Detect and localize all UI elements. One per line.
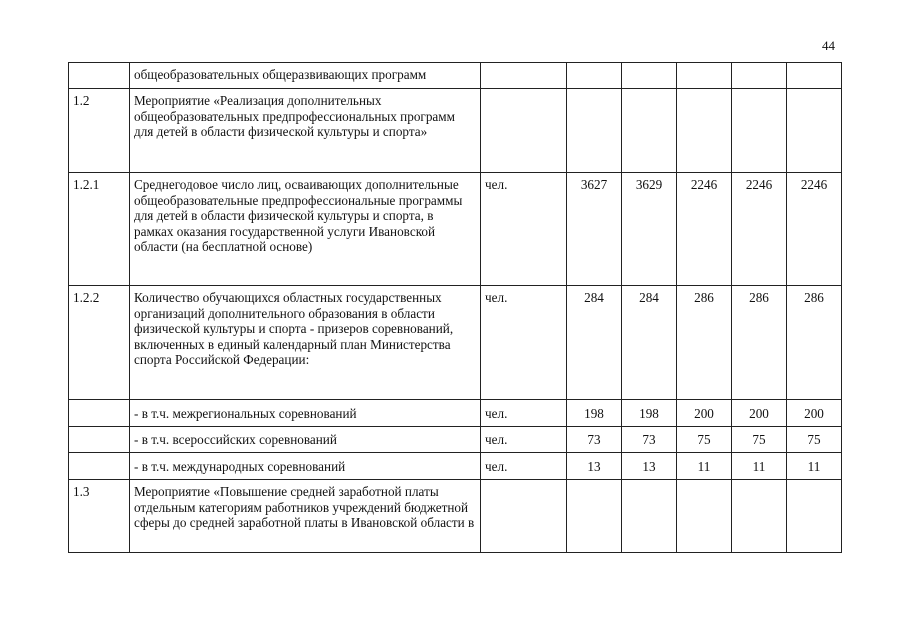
value-5: 2246 xyxy=(787,173,842,286)
row-unit: чел. xyxy=(481,427,567,453)
value-2 xyxy=(622,63,677,89)
value-1: 3627 xyxy=(567,173,622,286)
value-4: 75 xyxy=(732,427,787,453)
row-number xyxy=(69,400,130,427)
value-1 xyxy=(567,480,622,553)
row-unit xyxy=(481,480,567,553)
value-2 xyxy=(622,480,677,553)
value-4: 2246 xyxy=(732,173,787,286)
value-5 xyxy=(787,89,842,173)
row-description: Количество обучающихся областных государственных организаций дополнительного образования в области физической культуры и спорта - призеров соревнований, включенных в единый календарный план Министерства спорта Российской Федерации: xyxy=(130,286,481,400)
value-5: 11 xyxy=(787,453,842,480)
table-row xyxy=(69,427,842,453)
row-description: Мероприятие «Повышение средней заработной платы отдельным категориям работников учреждений бюджетной сферы до средней заработной платы в Ивановской области в xyxy=(130,480,481,553)
value-1: 13 xyxy=(567,453,622,480)
row-number: 1.2.2 xyxy=(69,286,130,400)
value-5: 286 xyxy=(787,286,842,400)
table-row xyxy=(69,173,842,286)
row-number: 1.2 xyxy=(69,89,130,173)
row-unit: чел. xyxy=(481,286,567,400)
value-3 xyxy=(677,63,732,89)
value-1: 198 xyxy=(567,400,622,427)
value-1: 284 xyxy=(567,286,622,400)
value-4 xyxy=(732,63,787,89)
value-3: 2246 xyxy=(677,173,732,286)
value-3 xyxy=(677,89,732,173)
value-4: 286 xyxy=(732,286,787,400)
row-number: 1.3 xyxy=(69,480,130,553)
row-unit: чел. xyxy=(481,400,567,427)
row-description: - в т.ч. всероссийских соревнований xyxy=(130,427,481,453)
value-4 xyxy=(732,89,787,173)
row-description: Мероприятие «Реализация дополнительных общеобразовательных предпрофессиональных программ для детей в области физической культуры и спорта» xyxy=(130,89,481,173)
value-3: 286 xyxy=(677,286,732,400)
value-2: 198 xyxy=(622,400,677,427)
value-2 xyxy=(622,89,677,173)
value-5 xyxy=(787,480,842,553)
row-unit xyxy=(481,63,567,89)
value-5: 75 xyxy=(787,427,842,453)
value-4 xyxy=(732,480,787,553)
value-1: 73 xyxy=(567,427,622,453)
value-2: 73 xyxy=(622,427,677,453)
value-2: 13 xyxy=(622,453,677,480)
table-row xyxy=(69,286,842,400)
table-row xyxy=(69,400,842,427)
table-row xyxy=(69,453,842,480)
row-unit: чел. xyxy=(481,453,567,480)
value-2: 3629 xyxy=(622,173,677,286)
value-2: 284 xyxy=(622,286,677,400)
value-3: 200 xyxy=(677,400,732,427)
row-description: общеобразовательных общеразвивающих программ xyxy=(130,63,481,89)
value-5 xyxy=(787,63,842,89)
row-unit xyxy=(481,89,567,173)
page-number: 44 xyxy=(822,38,835,53)
row-number xyxy=(69,427,130,453)
value-3: 75 xyxy=(677,427,732,453)
table-row xyxy=(69,63,842,89)
value-1 xyxy=(567,89,622,173)
table-row xyxy=(69,89,842,173)
value-4: 200 xyxy=(732,400,787,427)
table-row xyxy=(69,480,842,553)
row-number xyxy=(69,63,130,89)
value-3 xyxy=(677,480,732,553)
row-description: - в т.ч. межрегиональных соревнований xyxy=(130,400,481,427)
row-unit: чел. xyxy=(481,173,567,286)
value-4: 11 xyxy=(732,453,787,480)
value-5: 200 xyxy=(787,400,842,427)
row-number xyxy=(69,453,130,480)
row-description: - в т.ч. международных соревнований xyxy=(130,453,481,480)
value-1 xyxy=(567,63,622,89)
row-description: Среднегодовое число лиц, осваивающих дополнительные общеобразовательные предпрофессиональные программы для детей в области физической культуры и спорта, в рамках оказания государственной услуги Ивановской области (на бесплатной основе) xyxy=(130,173,481,286)
indicators-table xyxy=(68,62,842,553)
row-number: 1.2.1 xyxy=(69,173,130,286)
value-3: 11 xyxy=(677,453,732,480)
